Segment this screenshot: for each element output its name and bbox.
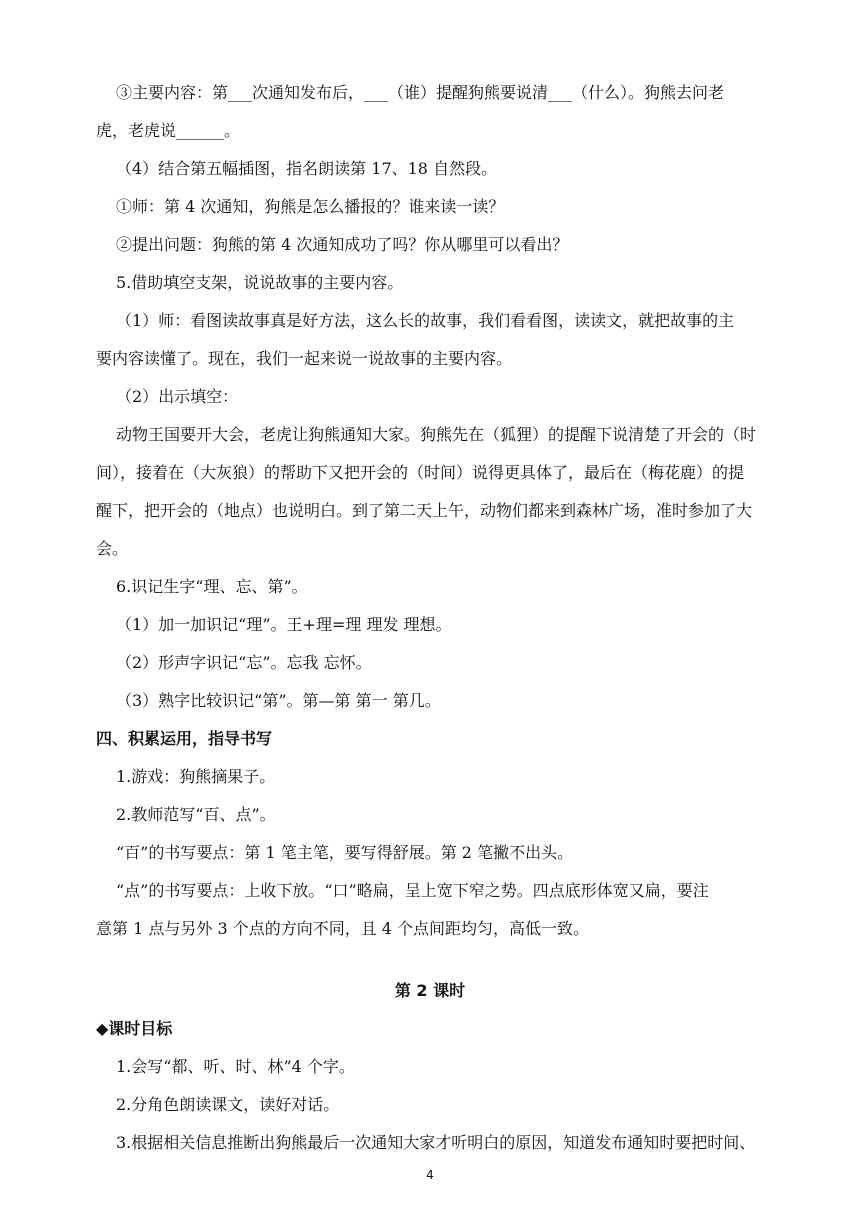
fill-in-text-line: 会。 — [96, 539, 129, 558]
text-line: 3.根据相关信息推断出狗熊最后一次通知大家才听明白的原因，知道发布通知时要把时间、 — [116, 1133, 756, 1152]
text-line: “点”的书写要点：上收下放。“口”略扁，呈上宽下窄之势。四点底形体宽又扁，要注 — [116, 881, 709, 900]
fill-in-text-line: 动物王国要开大会，老虎让狗熊通知大家。狗熊先在（狐狸）的提醒下说清楚了开会的（时 — [116, 425, 757, 444]
text-line: （4）结合第五幅插图，指名朗读第 17、18 自然段。 — [116, 159, 498, 178]
text-line: 意第 1 点与另外 3 个点的方向不同，且 4 个点间距均匀，高低一致。 — [96, 919, 590, 938]
page-number: 4 — [426, 1168, 434, 1182]
text-line: 5.借助填空支架，说说故事的主要内容。 — [116, 273, 404, 292]
text-line: 要内容读懂了。现在，我们一起来说一说故事的主要内容。 — [96, 349, 513, 368]
text-line: （3）熟字比较识记“第”。第—第 第一 第几。 — [116, 691, 441, 710]
text-line: 2.教师范写“百、点”。 — [116, 805, 276, 824]
text-line: （1）师：看图读故事真是好方法，这么长的故事，我们看看图，读读文，就把故事的主 — [116, 311, 735, 330]
section-heading: 四、积累运用，指导书写 — [96, 729, 273, 748]
lesson-title: 第 2 课时 — [394, 981, 466, 1000]
text-line: （1）加一加识记“理”。王+理=理 理发 理想。 — [116, 615, 452, 634]
text-line: 1.会写“都、听、时、林”4 个字。 — [116, 1057, 355, 1076]
text-line: 6.识记生字“理、忘、第”。 — [116, 577, 308, 596]
text-line: （2）出示填空： — [116, 387, 239, 406]
text-line: ③主要内容：第___次通知发布后，___（谁）提醒狗熊要说清___（什么）。狗熊去问老 — [116, 83, 725, 102]
text-line: 2.分角色朗读课文，读好对话。 — [116, 1095, 340, 1114]
lesson-goals-heading: ◆课时目标 — [96, 1019, 173, 1038]
text-line: 1.游戏：狗熊摘果子。 — [116, 767, 276, 786]
text-line: （2）形声字识记“忘”。忘我 忘怀。 — [116, 653, 372, 672]
text-line: ②提出问题：狗熊的第 4 次通知成功了吗？你从哪里可以看出？ — [116, 235, 569, 254]
text-line: “百”的书写要点：第 1 笔主笔，要写得舒展。第 2 笔撇不出头。 — [116, 843, 574, 862]
text-line: ①师：第 4 次通知，狗熊是怎么播报的？谁来读一读？ — [116, 197, 505, 216]
fill-in-text-line: 间），接着在（大灰狼）的帮助下又把开会的（时间）说得更具体了，最后在（梅花鹿）的提 — [96, 463, 745, 482]
fill-in-text-line: 醒下，把开会的（地点）也说明白。到了第二天上午，动物们都来到森林广场，准时参加了大 — [96, 501, 753, 520]
text-line: 虎，老虎说______。 — [96, 121, 241, 140]
